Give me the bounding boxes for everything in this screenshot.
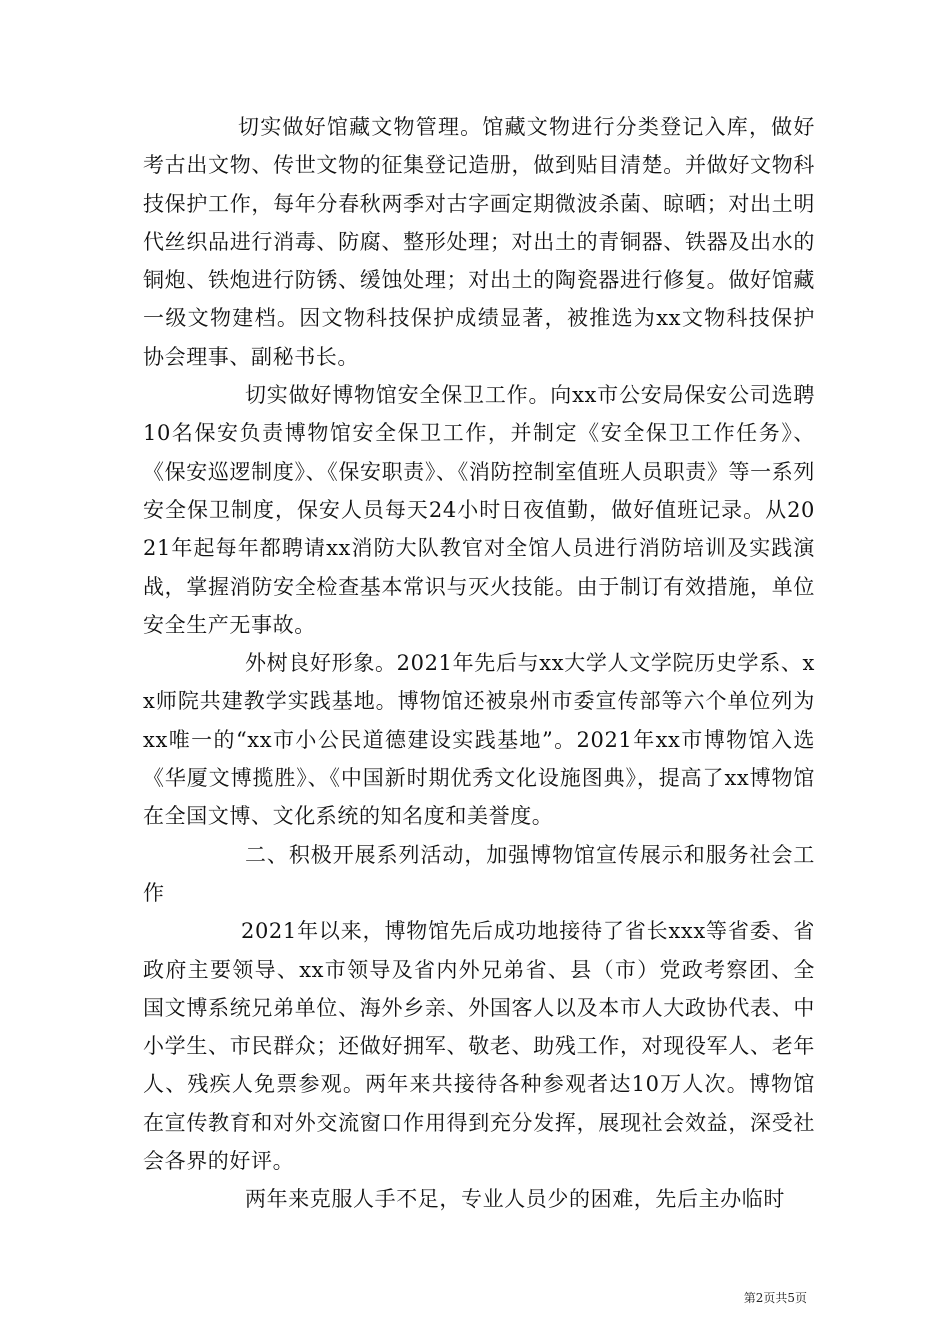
paragraph-visitor-reception: 2021年以来，博物馆先后成功地接待了省长xxx等省委、省政府主要领导、xx市领导及省内外兄弟省、县（市）党政考察团、全国文博系统兄弟单位、海外乡亲、外国客人以及本市人大政协代表、中小学生、市民群众；还做好拥军、敬老、助残工作，对现役军人、老年人、残疾人免票参观。两年来共接待各种参观者达10万人次。博物馆在宣传教育和对外交流窗口作用得到充分发挥，展现社会效益，深受社会各界的好评。 (143, 919, 815, 1174)
paragraph-public-image: 外树良好形象。2021年先后与xx大学人文学院历史学系、xx师院共建教学实践基地。博物馆还被泉州市委宣传部等六个单位列为xx唯一的“xx市小公民道德建设实践基地”。2021年xx市博物馆入选《华厦文博揽胜》、《中国新时期优秀文化设施图典》，提高了xx博物馆在全国文博、文化系统的知名度和美誉度。 (143, 651, 815, 829)
paragraph-collection-management: 切实做好馆藏文物管理。馆藏文物进行分类登记入库，做好考古出文物、传世文物的征集登记造册，做到贴目清楚。并做好文物科技保护工作，每年分春秋两季对古字画定期微波杀菌、晾晒；对出土明代丝织品进行消毒、防腐、整形处理；对出土的青铜器、铁器及出水的铜炮、铁炮进行防锈、缓蚀处理；对出土的陶瓷器进行修复。做好馆藏一级文物建档。因文物科技保护成绩显著，被推选为xx文物科技保护协会理事、副秘书长。 (143, 115, 815, 369)
document-body (143, 108, 815, 1219)
section-heading-activities: 二、积极开展系列活动，加强博物馆宣传展示和服务社会工作 (143, 842, 815, 905)
paragraph-exhibitions: 两年来克服人手不足，专业人员少的困难，先后主办临时 (245, 1187, 785, 1212)
page-number-footer: 第2页共5页 (743, 1291, 807, 1305)
paragraph-security-work: 切实做好博物馆安全保卫工作。向xx市公安局保安公司选聘10名保安负责博物馆安全保卫工作，并制定《安全保卫工作任务》、《保安巡逻制度》、《保安职责》、《消防控制室值班人员职责》等一系列安全保卫制度，保安人员每天24小时日夜值勤，做好值班记录。从2021年起每年都聘请xx消防大队教官对全馆人员进行消防培训及实践演战，掌握消防安全检查基本常识与灭火技能。由于制订有效措施，单位安全生产无事故。 (143, 383, 815, 637)
